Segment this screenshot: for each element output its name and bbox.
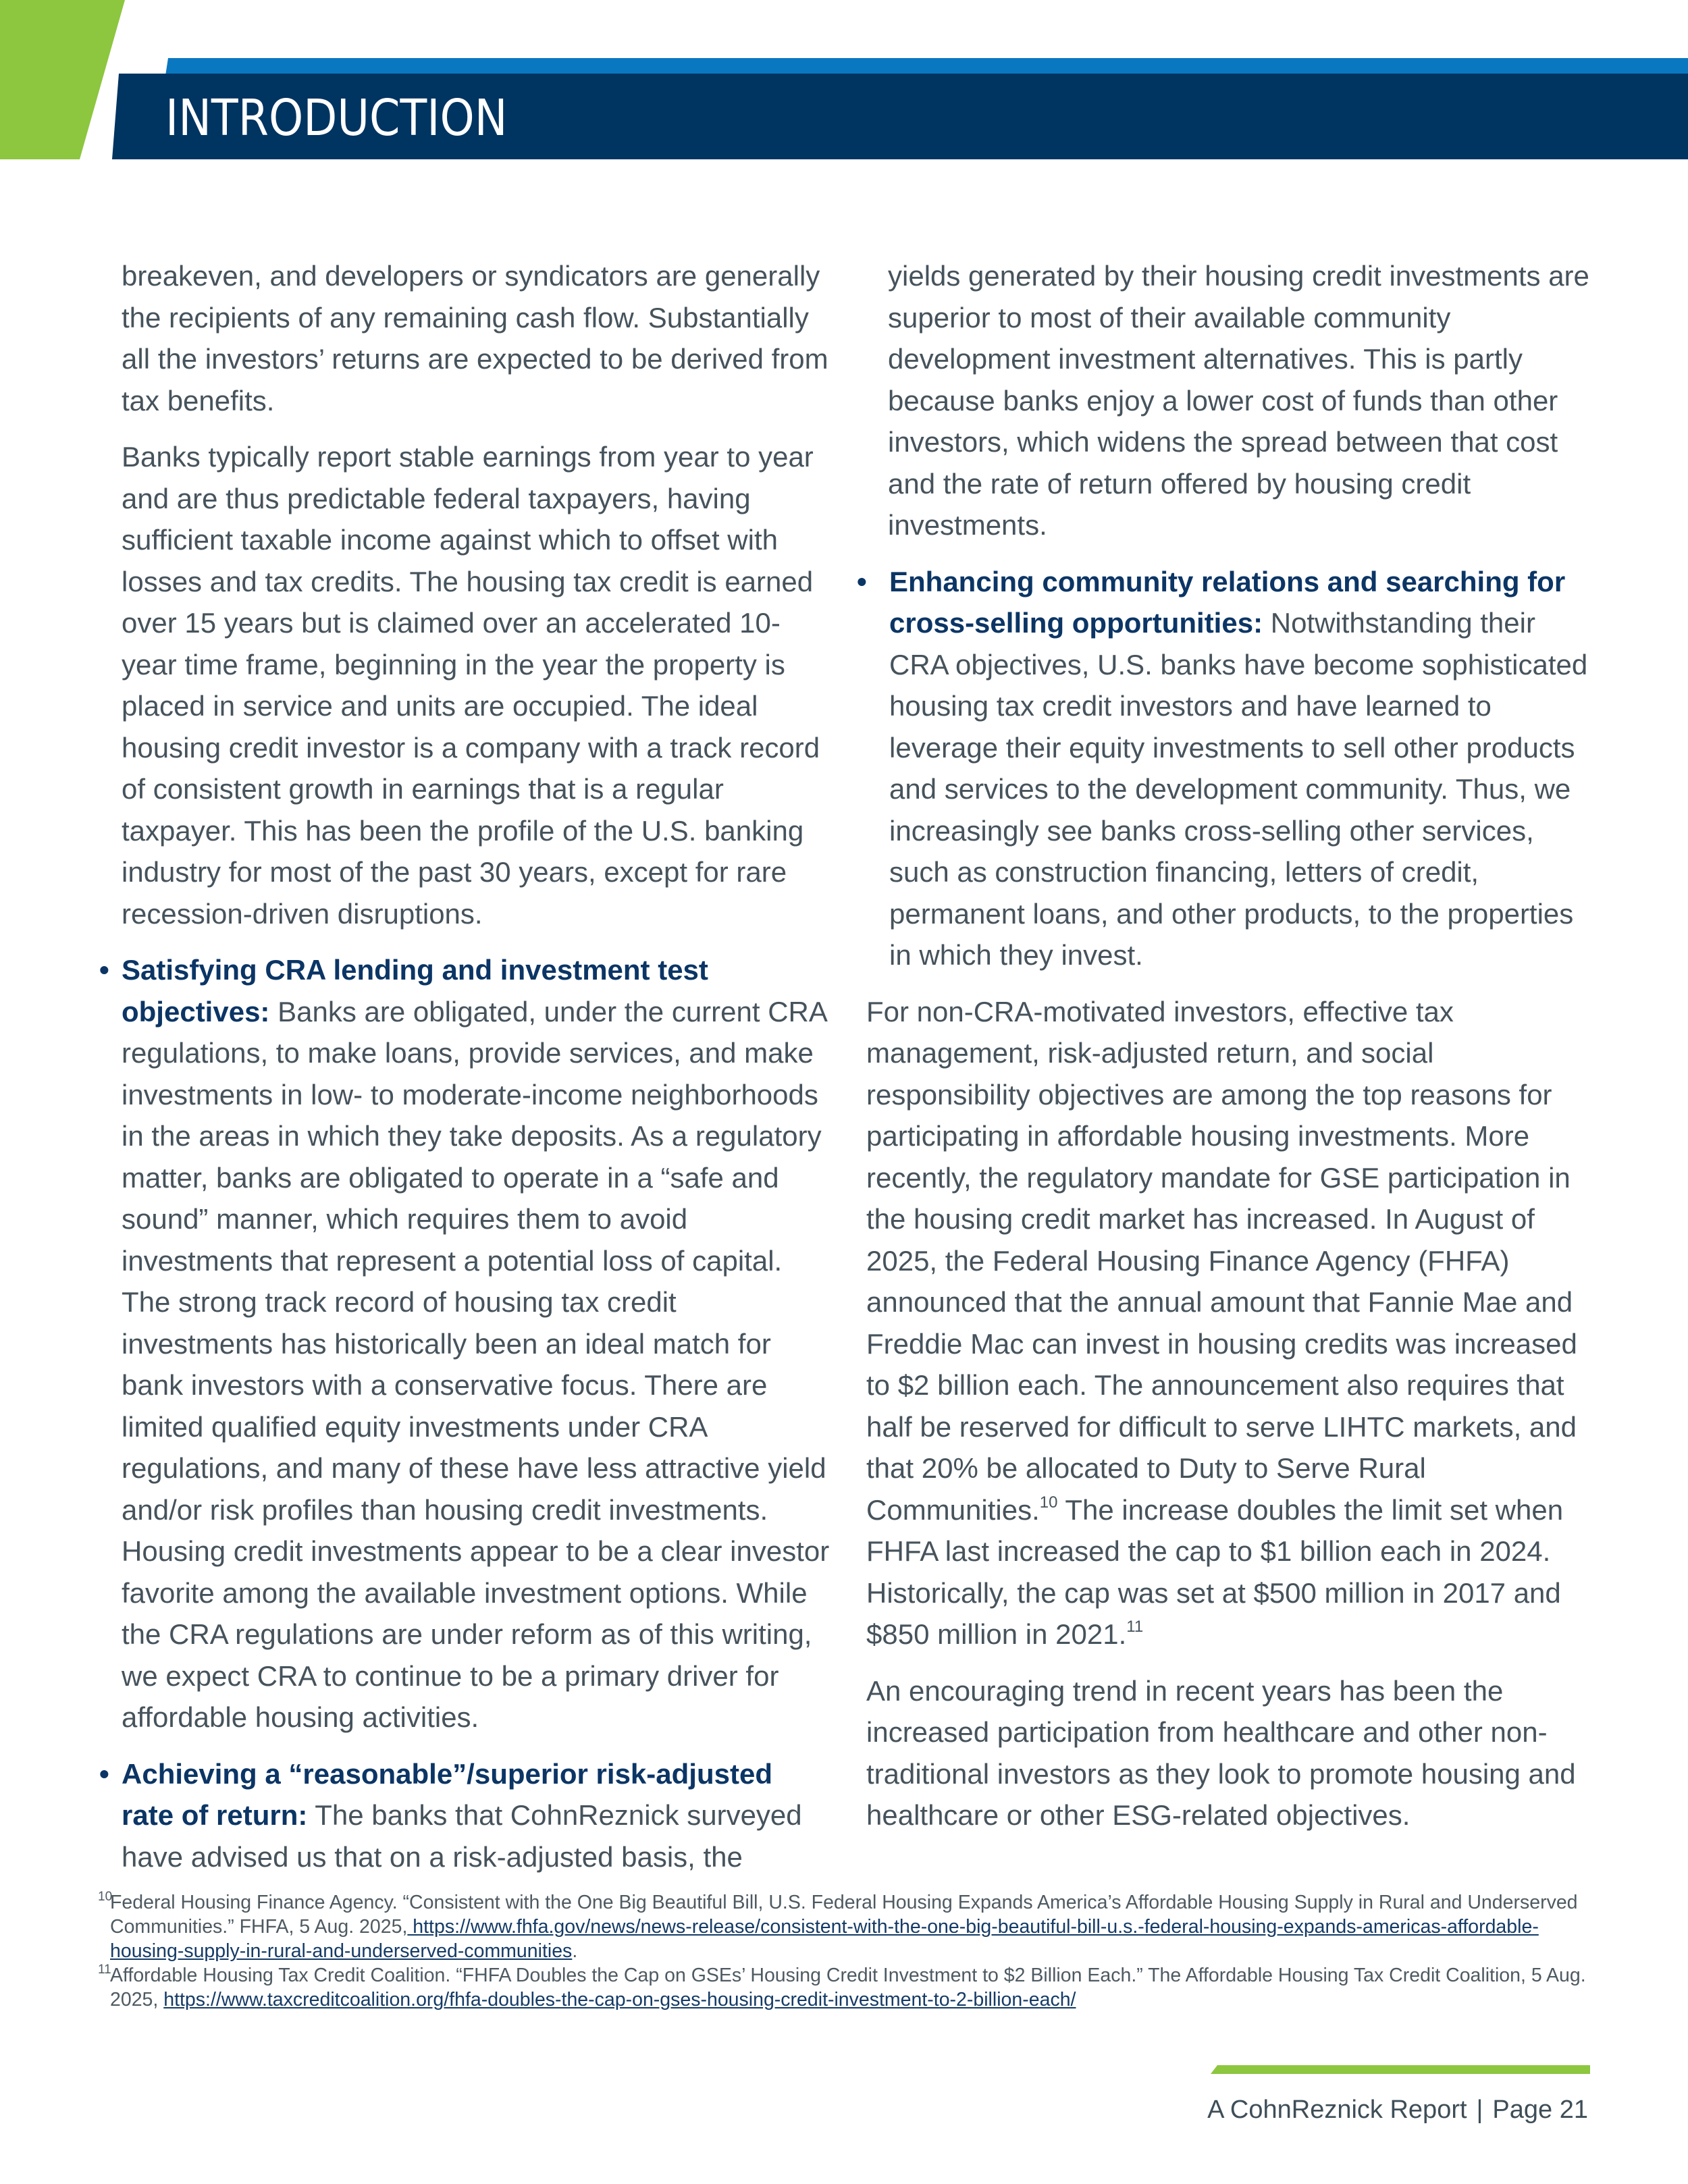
page-number: Page 21 [1492,2096,1588,2124]
paragraph-fhfa [866,991,1595,1655]
page-title: INTRODUCTION [165,89,508,147]
bullet-body: The banks that CohnReznick surveyed have advised us that on a risk-adjusted basis, the [122,1799,802,1873]
footer-green-rule [1211,2065,1590,2074]
left-column [99,255,830,1892]
footnote-text: Federal Housing Finance Agency. “Consistent with the One Big Beautiful Bill, U.S. Federal Housing Expands America’s Affordable Housing Supply in Rural and Underserved Communities.” FHFA, 5 Aug. 2025, [110,1892,1578,1938]
bullet-heading: Achieving a “reasonable”/superior risk-adjusted rate of return: [122,1757,772,1831]
bullet-body: Banks are obligated, under the current CRA regulations, to make loans, provide services, and make investments in low- to moderate-income neighborhoods in the areas in which they take deposits. As a regulatory matter, banks are obligated to operate in a “safe and sound” manner, which requires them to avoid investments that represent a potential loss of capital. The strong track record of housing tax credit investments has historically been an ideal match for bank investors with a conservative focus. There are limited qualified equity investments under CRA regulations, and many of these have less attractive yield and/or risk profiles than housing credit investments. Housing credit investments appear to be a clear investor favorite among the available investment options. While the CRA regulations are under reform as of this writing, we expect CRA to continue to be a primary driver for affordable housing activities. [122,995,830,1733]
footnote-number: 11 [98,1963,111,1977]
bullet-item-risk-adjusted-return [99,1753,830,1878]
footnotes [98,1890,1604,2012]
footnote-ref-10[interactable]: 10 [1039,1493,1058,1512]
bullet-body: Notwithstanding their CRA objectives, U.S. banks have become sophisticated housing tax credit investors and have learned to leverage their equity investments to sell other products and services to the development community. Thus, we increasingly see banks cross-selling other services, such as construction financing, letters of credit, permanent loans, and other products, to the properties in which they invest. [889,607,1588,971]
bullet-item-community-relations [857,561,1595,976]
bullet-icon: • [857,565,867,597]
paragraph: breakeven, and developers or syndicators are generally the recipients of any remaining cash flow. Substantially all the investors’ returns are expected to be derived from tax benefits. [122,260,828,417]
footnote-number: 10 [98,1890,113,1904]
footer-separator: | [1476,2096,1483,2124]
footnote-trail: . [572,1940,578,1962]
footnote-11 [98,1963,1604,2012]
footnote-link[interactable]: https://www.fhfa.gov/news/news-release/consistent-with-the-one-big-beautiful-bill-u.s.-federal-housing-expands-americas-affordable-housing-supply-in-rural-and-underserved-communities [110,1916,1539,1962]
footnote-text: Affordable Housing Tax Credit Coalition. “FHFA Doubles the Cap on GSEs’ Housing Credit Investment to $2 Billion Each.” The Affordable Housing Tax Credit Coalition, 5 Aug. 2025, [110,1965,1586,2010]
header-green-accent [0,0,125,159]
right-column [857,255,1595,1851]
bullet-continuation: yields generated by their housing credit investments are superior to most of their available community development investment alternatives. This is partly because banks enjoy a lower cost of funds than other investors, which widens the spread between that cost and the rate of return offered by housing credit investments. [888,260,1589,541]
footnote-link[interactable]: https://www.taxcreditcoalition.org/fhfa-doubles-the-cap-on-gses-housing-credit-investment-to-2-billion-each/ [163,1989,1076,2010]
paragraph-text: The increase doubles the limit set when FHFA last increased the cap to $1 billion each in 2024. Historically, the cap was set at $500 million in 2017 and $850 million in 2021. [866,1493,1564,1650]
bullet-item-cra-objectives [99,949,830,1738]
paragraph: Banks typically report stable earnings from year to year and are thus predictable federal taxpayers, having sufficient taxable income against which to offset with losses and tax credits. The housing tax credit is earned over 15 years but is claimed over an accelerated 10-year time frame, beginning in the year the property is placed in service and units are occupied. The ideal housing credit investor is a company with a track record of consistent growth in earnings that is a regular taxpayer. This has been the profile of the U.S. banking industry for most of the past 30 years, except for rare recession-driven disruptions. [122,441,820,930]
bullet-icon: • [99,954,109,986]
bullet-heading: Enhancing community relations and searching for cross-selling opportunities: [889,565,1566,639]
bullet-heading: Satisfying CRA lending and investment test objectives: [122,954,708,1028]
bullet-icon: • [99,1757,109,1790]
report-name: A CohnReznick Report [1207,2096,1467,2124]
page-footer [1207,2093,1588,2127]
header-blue-stripe [165,58,1688,76]
footnote-10 [98,1890,1604,1963]
paragraph: An encouraging trend in recent years has been the increased participation from healthcare and other non-traditional investors as they look to promote housing and healthcare or other ESG-related objectives. [866,1674,1576,1831]
footnote-ref-11[interactable]: 11 [1126,1618,1144,1636]
paragraph-text: For non-CRA-motivated investors, effective tax management, risk-adjusted return, and social responsibility objectives are among the top reasons for participating in affordable housing investments. More recently, the regulatory mandate for GSE participation in the housing credit market has increased. In August of 2025, the Federal Housing Finance Agency (FHFA) announced that the annual amount that Fannie Mae and Freddie Mac can invest in housing credits was increased to $2 billion each. The announcement also requires that half be reserved for difficult to serve LIHTC markets, and that 20% be allocated to Duty to Serve Rural Communities. [866,995,1577,1526]
